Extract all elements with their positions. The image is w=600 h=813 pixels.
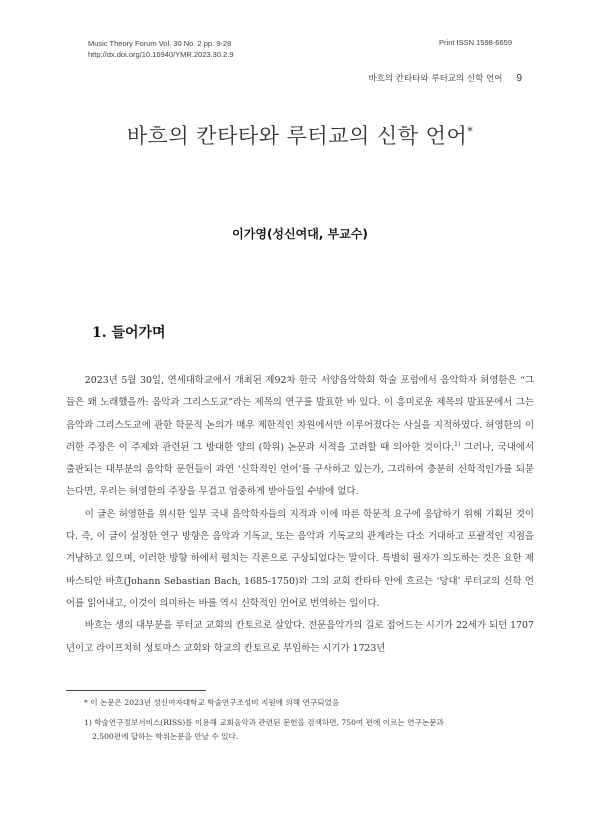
running-header xyxy=(368,72,522,84)
body-text xyxy=(66,370,534,660)
paragraph-1-text-b: 그러나, 국내에서 출판되는 대부분의 음악학 문헌들이 과연 ‘신학적인 언어’를 구사하고 있는가, 그리하여 충분히 신학적인가를 되묻는다면, 우리는 허영한의 주장을 무겁고 엄중하게 받아들일 수밖에 없다. xyxy=(66,441,534,498)
doi-link[interactable]: http://dx.doi.org/10.16940/YMR.2023.30.2.9 xyxy=(88,50,234,59)
footnote-divider xyxy=(66,690,206,691)
footnote-1-line1: 학술연구정보서비스(RISS)를 이용해 교회음악과 관련된 문헌을 검색하면, 750여 편에 이르는 연구논문과 xyxy=(94,718,444,727)
footnote-1 xyxy=(84,716,534,744)
article-title-text: 바흐의 칸타타와 루터교의 신학 언어 xyxy=(126,124,468,148)
author-line: 이가영(성신여대, 부교수) xyxy=(232,227,368,241)
section-heading: 1. 들어가며 xyxy=(92,325,166,341)
footnote-star-text: 이 논문은 2023년 성신여자대학교 학술연구조성비 지원에 의해 연구되었음 xyxy=(90,698,340,707)
journal-citation xyxy=(88,38,234,60)
footnote-1-mark: 1) xyxy=(84,718,92,727)
footnote-star-mark: * xyxy=(84,698,88,707)
running-title: 바흐의 칸타타와 루터교의 신학 언어 xyxy=(368,74,503,84)
page-number: 9 xyxy=(516,73,522,84)
footnote-star xyxy=(84,696,534,710)
issn: Print ISSN 1598-6659 xyxy=(439,38,512,47)
paragraph-1 xyxy=(66,370,534,504)
paragraph-3: 바흐는 생의 대부분을 루터교 교회의 칸토르로 살았다. 전문음악가의 길로 접어드는 시기가 22세가 되던 1707년이고 라이프치히 성토마스 교회와 학교의 칸토르로 부임하는 시기가 1723년 xyxy=(66,620,534,654)
article-title xyxy=(0,120,600,150)
footnote-1-line2: 2,500편에 달하는 학위논문을 만날 수 있다. xyxy=(92,732,239,741)
footnote-ref-1[interactable]: 1) xyxy=(454,440,461,448)
journal-line: Music Theory Forum Vol. 30 No. 2 pp. 9-28 xyxy=(88,39,232,48)
paragraph-1-text-a: 2023년 5월 30일, 연세대학교에서 개최된 제92차 한국 서양음악학회 학술 포럼에서 음악학자 허영한은 “그들은 왜 노래했을까: 음악과 그리스도교”라는 제목의 연구를 발표한 바 있다. 이 흥미로운 제목의 발표문에서 그는 음악과 그리스도교에 관한 학문적 논의가 매우 제한적인 차원에서만 이루어졌다는 사실을 지적하였다. 허영한의 이러한 주장은 이 주제와 관련된 그 방대한 양의 (학위) 논문과 서적을 고려할 때 의아한 것이다. xyxy=(66,375,534,453)
title-footnote-mark[interactable]: * xyxy=(467,125,474,138)
paragraph-2: 이 글은 허영한을 위시한 일부 국내 음악학자들의 지적과 이에 따른 학문적 요구에 응답하기 위해 기획된 것이다. 즉, 이 글이 설정한 연구 방향은 음악과 기독교, 또는 음악과 기독교의 관계라는 다소 거대하고 포괄적인 지점을 겨냥하고 있으며, 이러한 방향 하에서 펼치는 각론으로 구상되었다는 말이다. 특별히 필자가 의도하는 것은 요한 제바스티안 바흐(Johann Sebastian Bach, 1685-1750)와 그의 교회 칸타타 안에 흐르는 ‘당대’ 루터교의 신학 언어를 읽어내고, 이것이 의미하는 바를 역시 신학적인 언어로 번역하는 일이다. xyxy=(66,508,534,609)
